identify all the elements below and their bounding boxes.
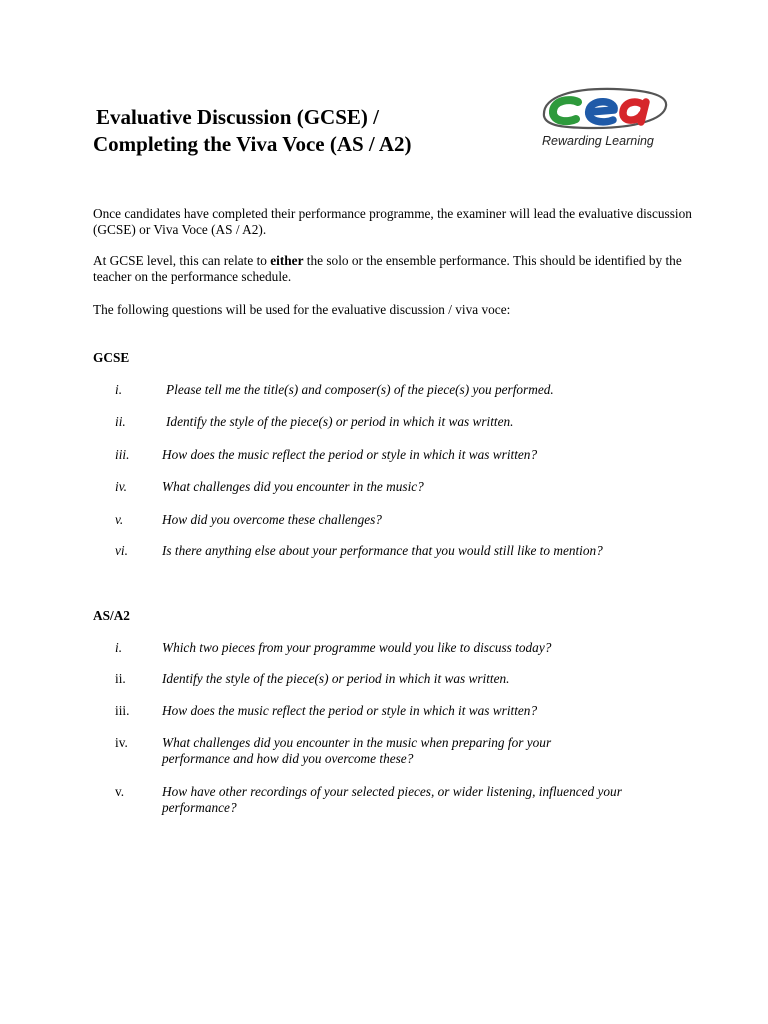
document-title [93,104,412,158]
intro-p2-start: At GCSE level, this can relate to [93,253,271,268]
title-line-1: Evaluative Discussion (GCSE) / [96,105,379,129]
question-text: Which two pieces from your programme would you like to discuss today? [162,640,552,655]
question-number: vi. [115,543,128,558]
intro-paragraph-2 [93,253,693,285]
question-text: Please tell me the title(s) and composer(s) of the piece(s) you performed. [166,382,554,397]
question-number: i. [115,640,123,655]
question-number: iv. [115,735,128,750]
question-number: iii. [115,447,130,462]
question-text: What challenges did you encounter in the music? [162,479,424,494]
question-text: How does the music reflect the period or style in which it was written? [162,703,538,718]
question-text: What challenges did you encounter in the music when preparing for your performance and how did you overcome these? [162,735,552,766]
question-number: v. [115,512,124,527]
asa2-heading: AS/A2 [93,608,130,623]
question-number: ii. [115,414,126,429]
question-text: How did you overcome these challenges? [162,512,382,527]
cea-logo [534,86,670,156]
question-text: How have other recordings of your selected pieces, or wider listening, influenced your performance? [162,784,622,815]
intro-p2-emphasis: either [270,253,304,268]
question-number: iv. [115,479,127,494]
cea-logo-mark [534,86,670,134]
question-number: v. [115,784,125,799]
question-number: iii. [115,703,130,718]
logo-tagline: Rewarding Learning [542,134,654,148]
intro-paragraph-3: The following questions will be used for the evaluative discussion / viva voce: [93,302,511,317]
question-number: i. [115,382,123,397]
intro-p2-end: the solo or the ensemble performance. This should be identified by the teacher on the performance schedule. [93,253,682,284]
question-number: ii. [115,671,126,686]
intro-paragraph-1: Once candidates have completed their performance programme, the examiner will lead the evaluative discussion (GCSE) or Viva Voce (AS / A2). [93,206,692,237]
question-text: Identify the style of the piece(s) or period in which it was written. [162,671,510,686]
question-text: How does the music reflect the period or style in which it was written? [162,447,538,462]
question-text: Identify the style of the piece(s) or period in which it was written. [166,414,514,429]
question-text: Is there anything else about your performance that you would still like to mention? [162,543,603,558]
title-line-2: Completing the Viva Voce (AS / A2) [93,132,412,156]
gcse-heading: GCSE [93,350,130,365]
